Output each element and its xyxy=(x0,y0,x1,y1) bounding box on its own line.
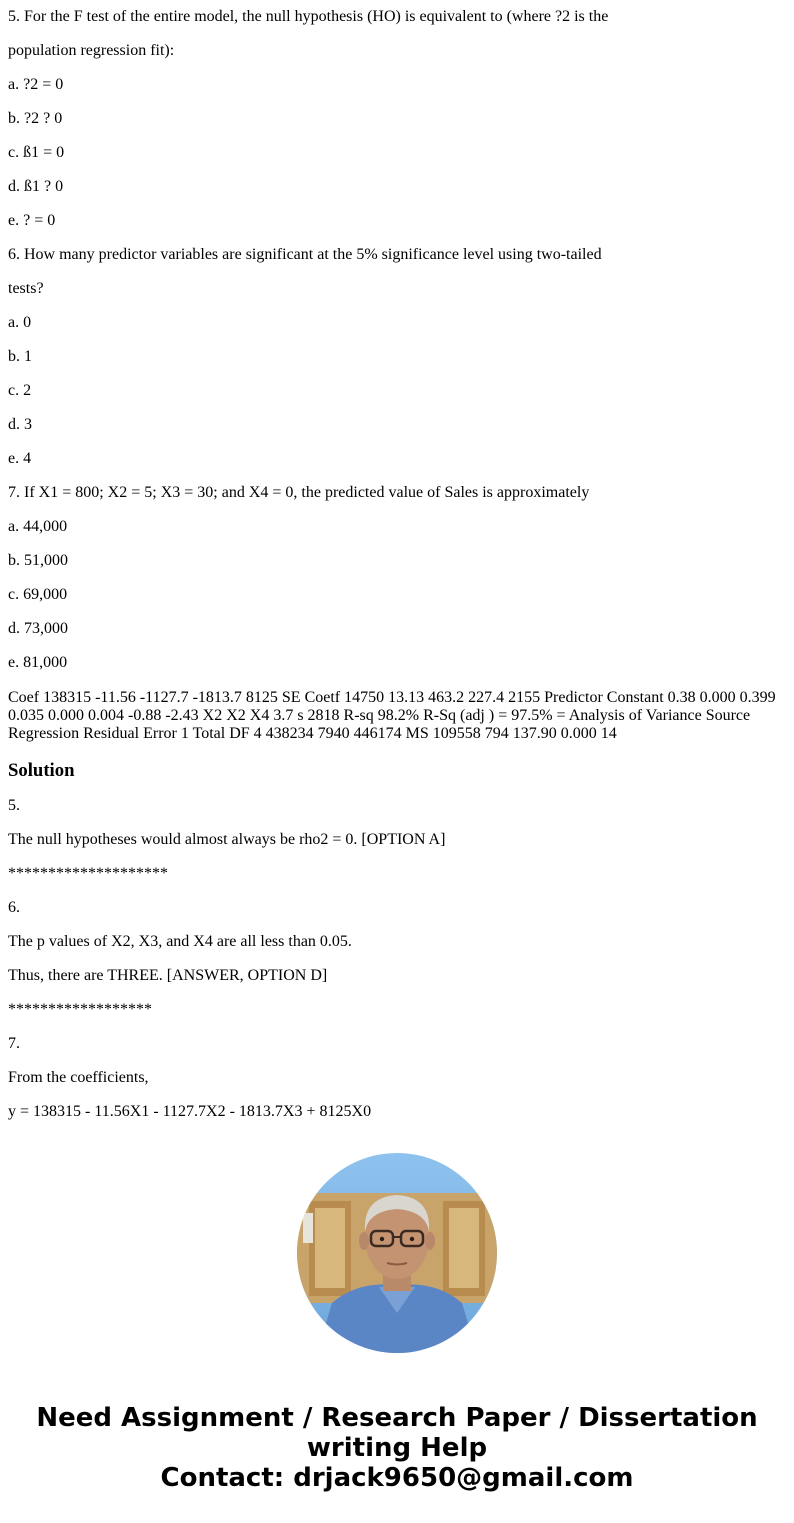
question-5-option-e: e. ? = 0 xyxy=(8,212,56,229)
question-6-option-a: a. 0 xyxy=(8,314,32,331)
question-5-stem-line-1: 5. For the F test of the entire model, the null hypothesis (HO) is equivalent to (where ?2 is the xyxy=(8,8,609,25)
question-7-option-a: a. 44,000 xyxy=(8,518,68,535)
question-5-option-a: a. ?2 = 0 xyxy=(8,76,64,93)
author-portrait-image xyxy=(297,1153,497,1353)
solution-line-5-answer: The null hypotheses would almost always be rho2 = 0. [OPTION A] xyxy=(8,831,446,848)
question-7-option-e: e. 81,000 xyxy=(8,654,68,671)
question-5-option-c: c. ß1 = 0 xyxy=(8,144,65,161)
solution-line-7-label: 7. xyxy=(8,1035,20,1052)
solution-line-5-label: 5. xyxy=(8,797,20,814)
solution-line-6-label: 6. xyxy=(8,899,20,916)
solution-separator-1: ******************** xyxy=(8,865,168,882)
question-6-stem-line-1: 6. How many predictor variables are significant at the 5% significance level using two-tailed xyxy=(8,246,602,263)
question-5-option-b: b. ?2 ? 0 xyxy=(8,110,63,127)
solution-separator-2: ****************** xyxy=(8,1001,152,1018)
author-avatar xyxy=(297,1153,497,1353)
solution-line-7-equation: y = 138315 - 11.56X1 - 1127.7X2 - 1813.7X3 + 8125X0 xyxy=(8,1103,372,1120)
solution-line-6-answer: Thus, there are THREE. [ANSWER, OPTION D] xyxy=(8,967,328,984)
solution-heading: Solution xyxy=(8,760,75,781)
regression-output-text: Coef 138315 -11.56 -1127.7 -1813.7 8125 SE Coetf 14750 13.13 463.2 227.4 2155 Predictor Constant 0.38 0.000 0.399 0.035 0.000 0.004 -0.88 -2.43 X2 X2 X4 3.7 s 2818 R-sq 98.2% R-Sq (adj ) = 97.5% = Analysis of Variance Source Regression Residual Error 1 Total DF 4 438234 7940 446174 MS 109558 794 137.90 0.000 14 xyxy=(8,689,776,742)
question-6-option-d: d. 3 xyxy=(8,416,32,433)
question-6-option-c: c. 2 xyxy=(8,382,32,399)
question-7-stem: 7. If X1 = 800; X2 = 5; X3 = 30; and X4 = 0, the predicted value of Sales is approximately xyxy=(8,484,590,501)
question-6-option-e: e. 4 xyxy=(8,450,32,467)
document-body xyxy=(8,0,786,1129)
question-6-option-b: b. 1 xyxy=(8,348,32,365)
solution-line-6-reason: The p values of X2, X3, and X4 are all less than 0.05. xyxy=(8,933,352,950)
question-7-option-d: d. 73,000 xyxy=(8,620,68,637)
cta-line-2: writing Help xyxy=(306,1433,488,1463)
solution-line-7-intro: From the coefficients, xyxy=(8,1069,149,1086)
cta-contact-line: Contact: drjack9650@gmail.com xyxy=(160,1463,634,1493)
question-5-option-d: d. ß1 ? 0 xyxy=(8,178,64,195)
question-6-stem-line-2: tests? xyxy=(8,280,44,297)
cta-line-1: Need Assignment / Research Paper / Dissertation xyxy=(36,1403,758,1433)
question-5-stem-line-2: population regression fit): xyxy=(8,42,175,59)
question-7-option-c: c. 69,000 xyxy=(8,586,68,603)
question-7-option-b: b. 51,000 xyxy=(8,552,68,569)
call-to-action xyxy=(0,1403,794,1493)
